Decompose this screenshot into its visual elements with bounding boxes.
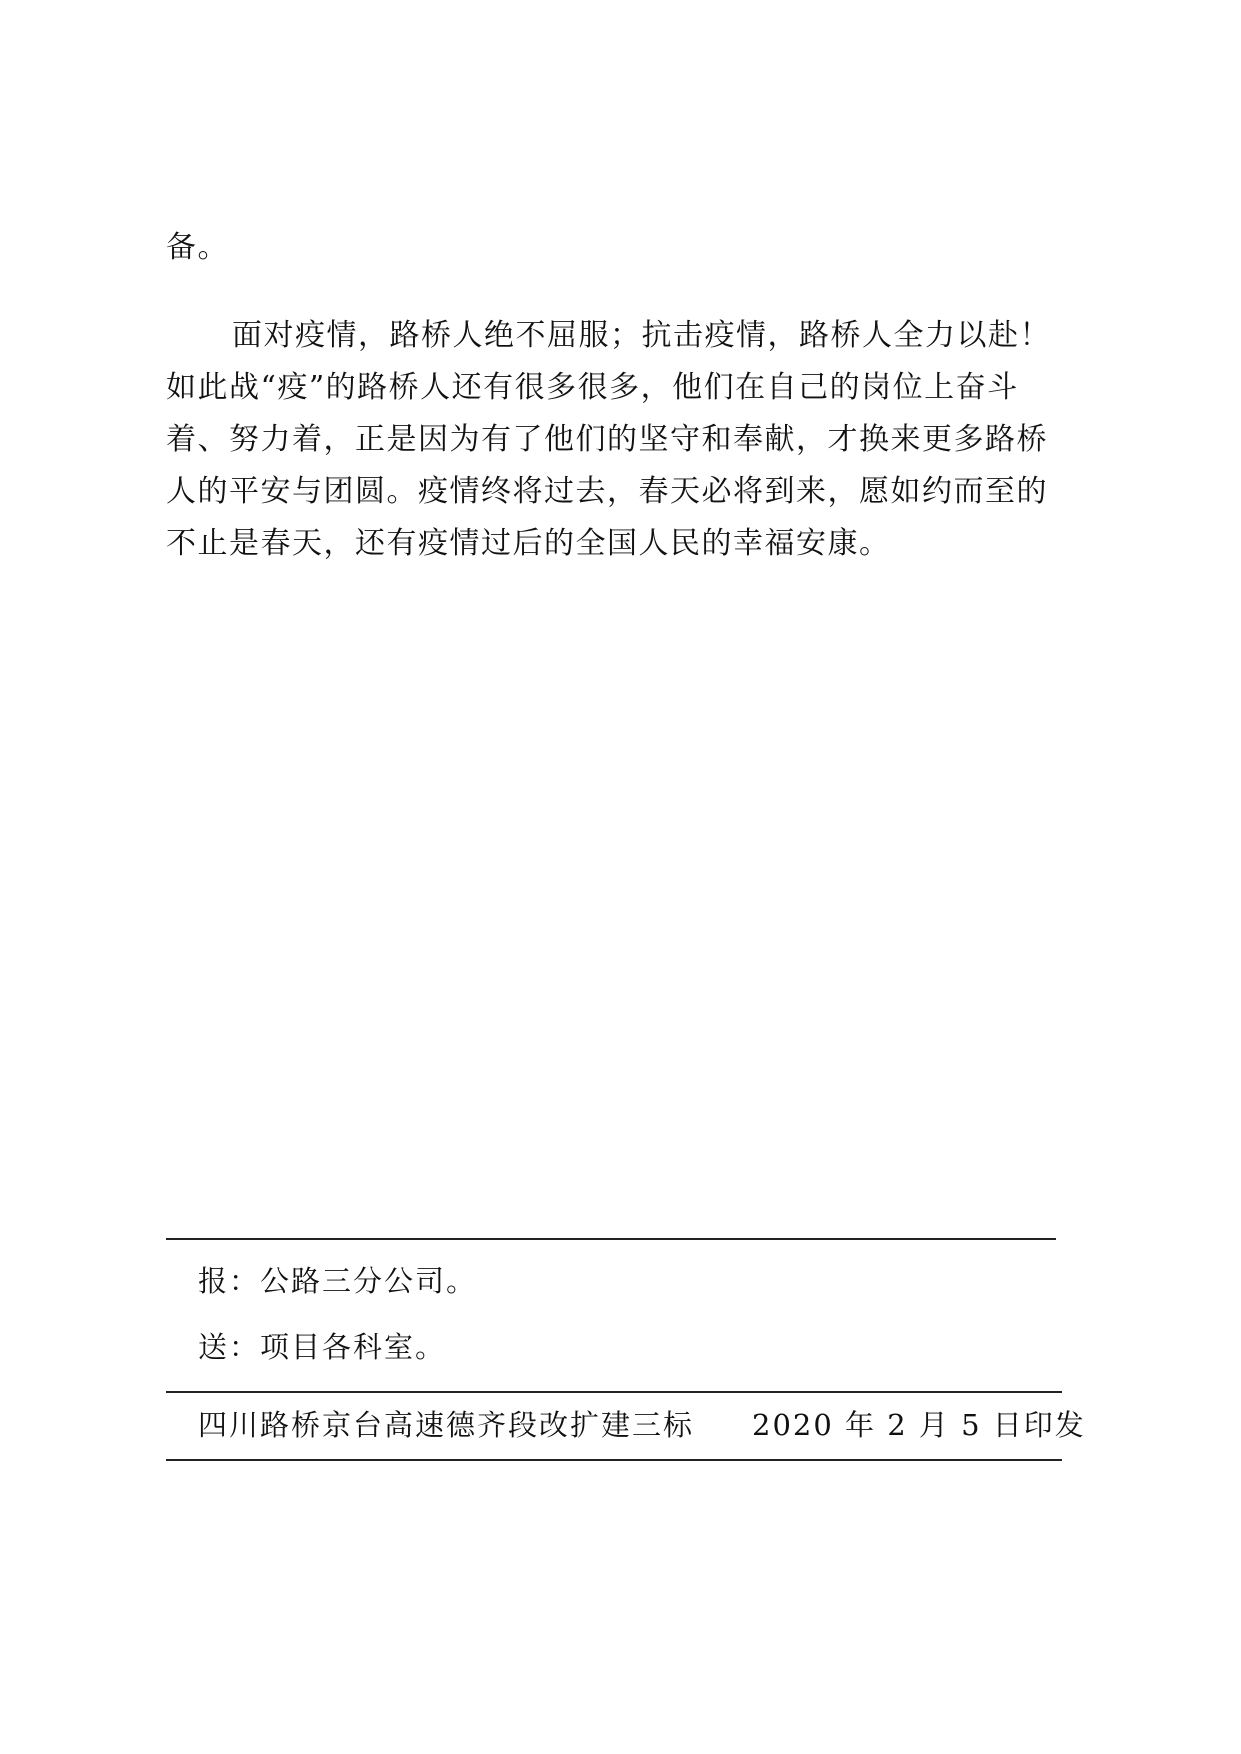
- body-line: 不止是春天，还有疫情过后的全国人民的幸福安康。: [166, 526, 891, 561]
- body-line: 着、努力着，正是因为有了他们的坚守和奉献，才换来更多路桥: [166, 422, 1048, 457]
- body-line: 如此战“疫”的路桥人还有很多很多，他们在自己的岗位上奋斗: [166, 370, 1019, 405]
- report-to-line: 报：公路三分公司。: [198, 1264, 478, 1298]
- body-line: 人的平安与团圆。疫情终将过去，春天必将到来，愿如约而至的: [166, 474, 1048, 509]
- send-to-line: 送：项目各科室。: [198, 1330, 447, 1364]
- footer-middle-divider: [166, 1391, 1062, 1393]
- issuer-name: 四川路桥京台高速德齐段改扩建三标: [198, 1408, 695, 1442]
- issue-date: 2020 年 2 月 5 日印发: [752, 1408, 1086, 1442]
- footer-top-divider: [166, 1238, 1056, 1240]
- body-paragraph-first-line: 面对疫情，路桥人绝不屈服；抗击疫情，路桥人全力以赴！: [232, 318, 1051, 353]
- footer-bottom-divider: [166, 1459, 1062, 1461]
- body-line-continuation: 备。: [166, 230, 229, 265]
